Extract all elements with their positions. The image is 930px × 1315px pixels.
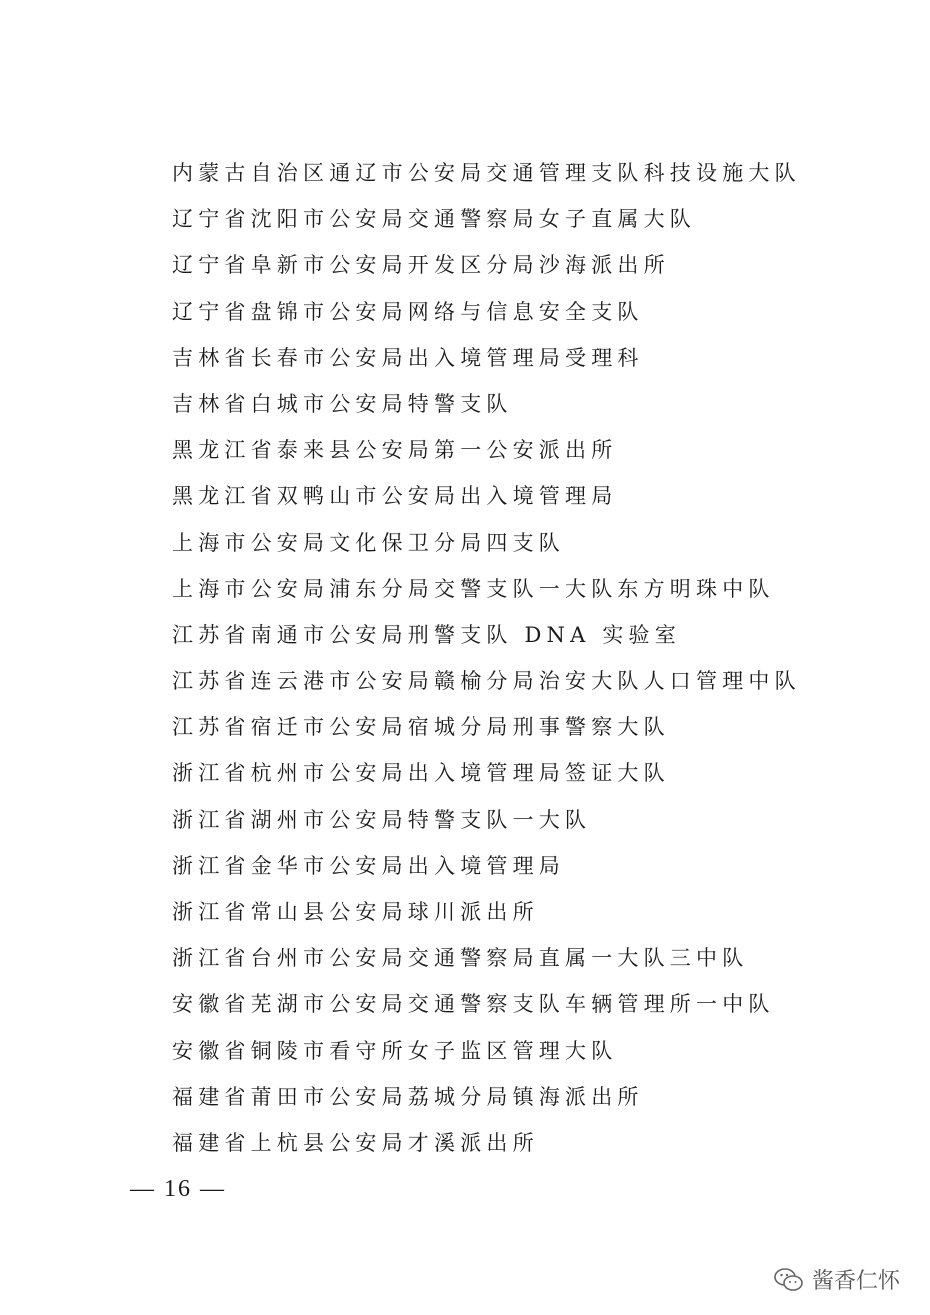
unit-item: 福建省上杭县公安局才溪派出所 — [172, 1130, 539, 1155]
watermark — [774, 1264, 900, 1295]
unit-item: 江苏省宿迁市公安局宿城分局刑事警察大队 — [172, 715, 670, 740]
unit-item: 黑龙江省双鸭山市公安局出入境管理局 — [172, 484, 618, 509]
unit-list — [172, 150, 872, 1166]
wechat-icon — [774, 1267, 804, 1293]
unit-item: 浙江省常山县公安局球川派出所 — [172, 900, 539, 924]
unit-item: 浙江省湖州市公安局特警支队一大队 — [172, 807, 592, 832]
unit-item: 黑龙江省泰来县公安局第一公安派出所 — [172, 438, 618, 463]
unit-item: 辽宁省阜新市公安局开发区分局沙海派出所 — [172, 253, 670, 278]
unit-item: 江苏省连云港市公安局赣榆分局治安大队人口管理中队 — [172, 669, 801, 694]
unit-item: 浙江省金华市公安局出入境管理局 — [172, 853, 565, 878]
unit-item: 吉林省白城市公安局特警支队 — [172, 391, 513, 416]
unit-item: 福建省莆田市公安局荔城分局镇海派出所 — [172, 1084, 644, 1109]
unit-item: 安徽省芜湖市公安局交通警察支队车辆管理所一中队 — [172, 992, 775, 1017]
unit-item: 上海市公安局浦东分局交警支队一大队东方明珠中队 — [172, 576, 775, 601]
unit-item: 上海市公安局文化保卫分局四支队 — [172, 530, 565, 555]
unit-item: 浙江省杭州市公安局出入境管理局签证大队 — [172, 761, 670, 786]
unit-item: 浙江省台州市公安局交通警察局直属一大队三中队 — [172, 946, 749, 971]
unit-item: 安徽省铜陵市看守所女子监区管理大队 — [172, 1038, 618, 1063]
unit-item: 吉林省长春市公安局出入境管理局受理科 — [172, 345, 644, 370]
unit-item: 辽宁省沈阳市公安局交通警察局女子直属大队 — [172, 207, 696, 232]
page-number: — 16 — — [130, 1176, 226, 1202]
unit-item: 辽宁省盘锦市公安局网络与信息安全支队 — [172, 299, 644, 324]
watermark-text: 酱香仁怀 — [811, 1269, 900, 1294]
unit-item: 江苏省南通市公安局刑警支队 DNA 实验室 — [172, 622, 681, 647]
unit-item: 内蒙古自治区通辽市公安局交通管理支队科技设施大队 — [172, 161, 801, 185]
